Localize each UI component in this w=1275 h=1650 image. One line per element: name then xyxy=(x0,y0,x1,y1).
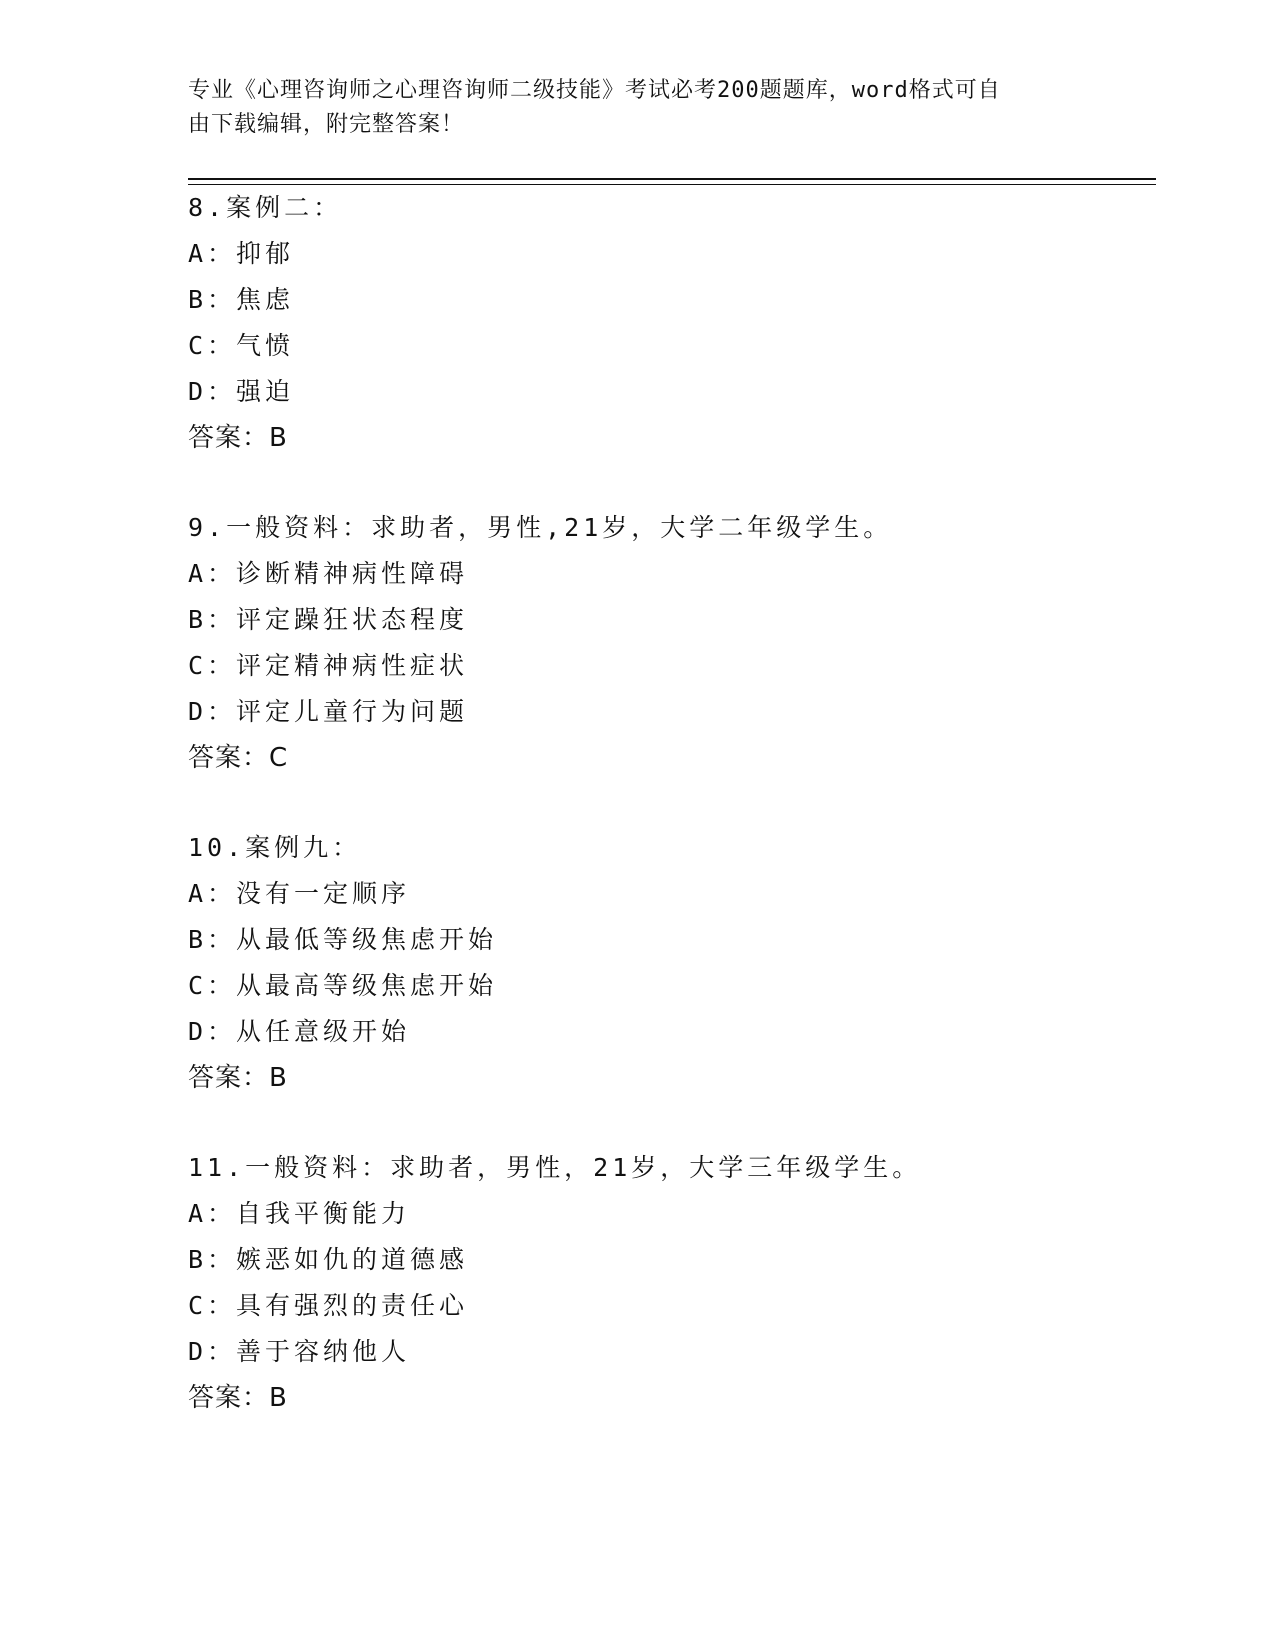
question-8 xyxy=(188,185,1148,461)
question-stem: 10.案例九： xyxy=(188,833,362,862)
option-a: A：没有一定顺序 xyxy=(188,879,411,908)
answer: 答案：B xyxy=(188,1383,288,1413)
option-b: B：嫉恶如仇的道德感 xyxy=(188,1245,469,1274)
option-c: C：从最高等级焦虑开始 xyxy=(188,971,498,1000)
option-b: B：从最低等级焦虑开始 xyxy=(188,925,498,954)
option-d: D：从任意级开始 xyxy=(188,1017,411,1046)
option-a: A：抑郁 xyxy=(188,239,295,268)
option-b: B：焦虑 xyxy=(188,285,295,314)
header-line-2: 由下载编辑，附完整答案！ xyxy=(188,112,465,137)
answer: 答案：C xyxy=(188,743,289,773)
option-a: A：诊断精神病性障碍 xyxy=(188,559,469,588)
question-11 xyxy=(188,1145,1148,1421)
question-stem: 9.一般资料：求助者，男性,21岁，大学二年级学生。 xyxy=(188,513,893,542)
option-d: D：评定儿童行为问题 xyxy=(188,697,469,726)
answer: 答案：B xyxy=(188,1063,288,1093)
option-a: A：自我平衡能力 xyxy=(188,1199,411,1228)
answer: 答案：B xyxy=(188,423,288,453)
question-stem: 11.一般资料：求助者，男性，21岁，大学三年级学生。 xyxy=(188,1153,922,1182)
option-d: D：强迫 xyxy=(188,377,295,406)
question-9 xyxy=(188,505,1148,781)
question-10 xyxy=(188,825,1148,1101)
option-b: B：评定躁狂状态程度 xyxy=(188,605,469,634)
header-divider-thick xyxy=(188,178,1156,180)
header-line-1: 专业《心理咨询师之心理咨询师二级技能》考试必考200题题库，word格式可自 xyxy=(188,78,1001,103)
question-stem: 8.案例二： xyxy=(188,193,343,222)
option-c: C：气愤 xyxy=(188,331,295,360)
document-header xyxy=(188,74,1068,142)
option-c: C：评定精神病性症状 xyxy=(188,651,469,680)
option-d: D：善于容纳他人 xyxy=(188,1337,411,1366)
option-c: C：具有强烈的责任心 xyxy=(188,1291,469,1320)
